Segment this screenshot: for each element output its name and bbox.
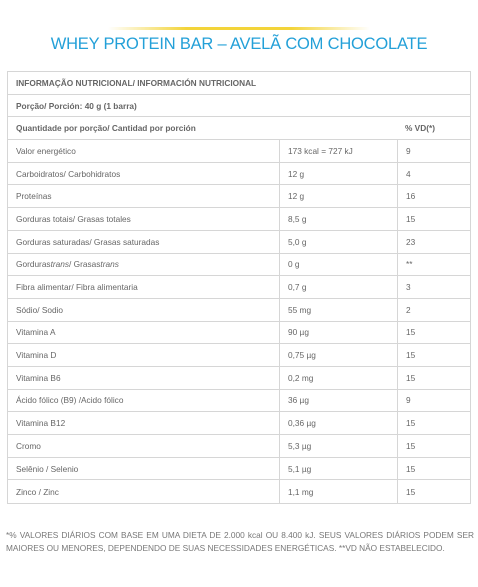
portion-row [8,95,470,118]
nutrient-vd: 9 [397,390,470,412]
nutrient-amount: 0 g [279,254,397,276]
table-row [8,254,470,277]
table-row [8,276,470,299]
portion-label: Porção/ Porción: 40 g (1 barra) [16,100,137,111]
nutrient-vd: 9 [397,140,470,162]
nutrient-amount: 55 mg [279,299,397,321]
nutrient-vd: 15 [397,208,470,230]
nutrient-name: Cromo [16,440,41,451]
table-row [8,185,470,208]
nutrient-name: Carboidratos/ Carbohidratos [16,168,121,179]
nutrient-name: Zinco / Zinc [16,486,59,497]
nutrient-vd: 15 [397,367,470,389]
nutrient-vd: ** [397,254,470,276]
table-row [8,140,470,163]
nutrient-name: Valor energético [16,145,76,156]
nutrient-vd: 15 [397,435,470,457]
table-row [8,390,470,413]
nutrient-name: Proteínas [16,191,52,202]
nutrient-amount: 90 µg [279,322,397,344]
footnote: *% VALORES DIÁRIOS COM BASE EM UMA DIETA DE 2.000 kcal OU 8.400 kJ. SEUS VALORES DIÁRIOS PODEM SER MAIORES OU MENORES, DEPENDENDO DE SUAS NECESSIDADES ENERGÉTICAS. **VD NÃO ESTABELECIDO. [6,530,474,553]
nutrient-name: Gorduras saturadas/ Grasas saturadas [16,236,160,247]
nutrient-name: Gorduras totais/ Grasas totales [16,213,131,224]
nutrient-name: Vitamina B12 [16,418,66,429]
nutrient-amount: 1,1 mg [279,480,397,503]
nutrient-name-part: Gorduras [16,259,51,270]
nutrient-amount: 8,5 g [279,208,397,230]
nutrient-amount: 5,1 µg [279,458,397,480]
column-header-row [8,117,470,140]
table-row [8,208,470,231]
nutrient-name [8,254,279,276]
nutrient-name: Ácido fólico (B9) /Acido fólico [16,395,124,406]
nutrient-vd: 2 [397,299,470,321]
nutrition-table [7,71,471,504]
nutrient-amount: 12 g [279,185,397,207]
nutrient-name-trans: trans [50,259,70,270]
nutrient-vd: 23 [397,231,470,253]
nutrient-amount: 0,75 µg [279,344,397,366]
table-row [8,322,470,345]
nutrient-amount: 0,36 µg [279,412,397,434]
table-row [8,435,470,458]
table-row [8,367,470,390]
nutrient-vd: 15 [397,344,470,366]
table-row [8,163,470,186]
nutrient-amount: 5,0 g [279,231,397,253]
nutrient-vd: 15 [397,322,470,344]
nutrient-name: Sódio/ Sodio [16,304,64,315]
table-row [8,458,470,481]
table-section-title-row [8,72,470,95]
nutrient-vd: 16 [397,185,470,207]
nutrient-name: Vitamina A [16,327,56,338]
nutrient-name: Vitamina D [16,350,57,361]
nutrient-amount: 12 g [279,163,397,185]
table-row [8,231,470,254]
nutrient-amount: 0,2 mg [279,367,397,389]
nutrient-vd: 15 [397,412,470,434]
title-accent-line [108,27,370,30]
nutrient-vd: 15 [397,480,470,503]
nutrient-name-trans: trans [100,259,119,270]
table-section-title: INFORMAÇÃO NUTRICIONAL/ INFORMACIÓN NUTRICIONAL [16,77,257,88]
table-row [8,480,470,503]
table-row [8,412,470,435]
nutrient-vd: 3 [397,276,470,298]
nutrient-name: Vitamina B6 [16,372,61,383]
nutrient-name: Fibra alimentar/ Fibra alimentaria [16,282,138,293]
nutrient-vd: 15 [397,458,470,480]
quantity-header: Quantidade por porção/ Cantidad por porción [16,123,196,134]
table-row [8,344,470,367]
nutrient-amount: 36 µg [279,390,397,412]
nutrient-name-part: / Grasas [69,259,101,270]
nutrient-amount: 173 kcal = 727 kJ [279,140,397,162]
nutrient-amount: 0,7 g [279,276,397,298]
table-row [8,299,470,322]
vd-header: % VD(*) [405,123,435,134]
page-title: WHEY PROTEIN BAR – AVELÃ COM CHOCOLATE [50,35,428,53]
nutrient-vd: 4 [397,163,470,185]
nutrient-name: Selênio / Selenio [16,463,79,474]
nutrient-amount: 5,3 µg [279,435,397,457]
